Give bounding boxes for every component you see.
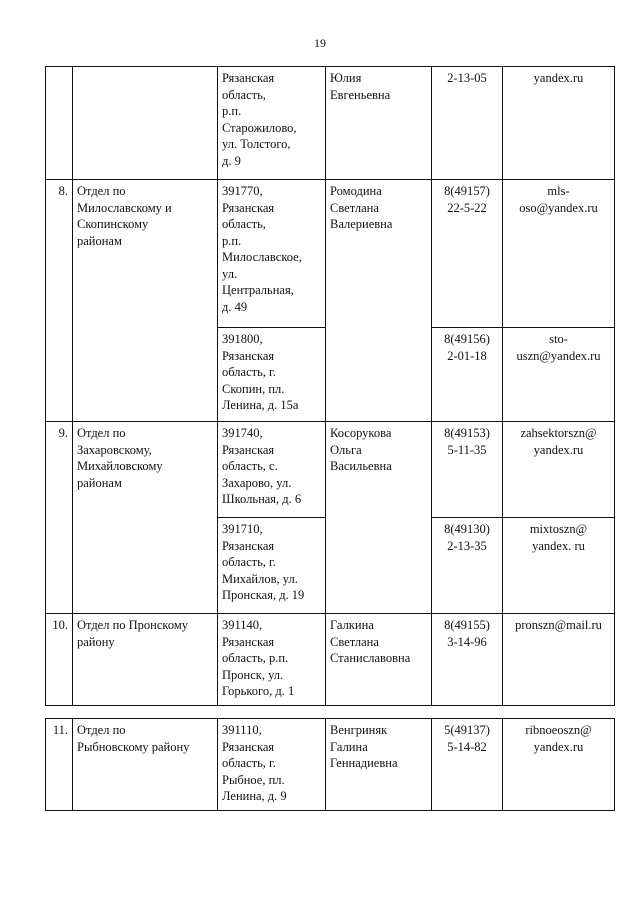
phone-cell	[432, 614, 503, 706]
address-line: Ленина, д. 9	[222, 789, 287, 803]
address-line: Скопин, пл.	[222, 381, 285, 396]
phone-line: 8(49157)	[444, 184, 490, 198]
gap-cell	[46, 706, 615, 719]
person-name-line: Галкина	[330, 618, 374, 632]
person-cell	[326, 67, 432, 180]
address-line: Милославское,	[222, 250, 302, 264]
address-line: область, г.	[222, 365, 276, 379]
email-link[interactable]: yandex.ru	[533, 442, 584, 457]
row-number-cell: 10.	[46, 614, 73, 706]
address-word: ул.	[222, 137, 238, 151]
page-number: 19	[314, 36, 326, 50]
address-line: д. 9	[222, 153, 241, 168]
person-name-line: Венгриняк	[330, 723, 388, 737]
email-cell	[503, 518, 615, 614]
department-line: Милославскому и	[77, 200, 172, 215]
address-line	[222, 136, 321, 153]
email-link[interactable]: sto-	[549, 332, 568, 346]
phone-line: 5-11-35	[447, 442, 487, 457]
address-line: область, г.	[222, 555, 276, 569]
address-word: Толстого,	[240, 137, 291, 151]
row-number-cell	[46, 67, 73, 180]
address-line: Захарово, ул.	[222, 475, 292, 490]
person-name-line: Евгеньевна	[330, 87, 391, 102]
person-cell	[326, 719, 432, 811]
person-name-line: Ольга	[330, 442, 362, 457]
address-line: область, с.	[222, 459, 278, 473]
department-cell	[73, 614, 218, 706]
department-line: районам	[77, 233, 122, 248]
email-cell	[503, 614, 615, 706]
email-link[interactable]: zahsektorszn@	[520, 426, 597, 440]
email-link[interactable]: pronszn@mail.ru	[515, 618, 602, 632]
phone-cell	[432, 422, 503, 518]
person-name-line: Валериевна	[330, 217, 393, 231]
address-cell	[218, 614, 326, 706]
row-number-cell: 9.	[46, 422, 73, 614]
address-cell	[218, 67, 326, 180]
department-line: Отдел по	[77, 723, 126, 737]
department-line: Скопинскому	[77, 217, 149, 231]
address-cell	[218, 719, 326, 811]
phone-line: 5-14-82	[447, 739, 487, 754]
phone-cell	[432, 180, 503, 328]
department-cell	[73, 180, 218, 422]
address-cell	[218, 422, 326, 518]
address-line: область,	[222, 87, 266, 102]
address-line: р.п.	[222, 104, 242, 118]
address-line: Рязанская	[222, 739, 275, 754]
person-name-line: Васильевна	[330, 459, 392, 473]
address-line: ул.	[222, 266, 238, 281]
address-line: 391710,	[222, 522, 263, 536]
phone-cell	[432, 328, 503, 422]
address-line: Рыбное, пл.	[222, 772, 285, 787]
email-link[interactable]: ribnoeoszn@	[525, 723, 592, 737]
email-cell	[503, 328, 615, 422]
row-number-cell: 8.	[46, 180, 73, 422]
table-row	[46, 422, 615, 518]
contacts-table	[45, 66, 615, 811]
address-line: Пронск, ул.	[222, 667, 284, 682]
phone-line: 8(49130)	[444, 522, 490, 536]
address-line: Горького, д. 1	[222, 684, 295, 698]
department-line: Михайловскому	[77, 459, 163, 473]
email-link[interactable]: oso@yandex.ru	[519, 200, 598, 215]
person-name-line: Светлана	[330, 200, 379, 215]
table-row	[46, 614, 615, 706]
phone-cell	[432, 518, 503, 614]
address-line: Рязанская	[222, 538, 275, 553]
row-number-cell: 11.	[46, 719, 73, 811]
address-line: Рязанская	[222, 442, 275, 457]
email-cell	[503, 67, 615, 180]
phone-line: 8(49155)	[444, 618, 490, 632]
address-cell	[218, 328, 326, 422]
person-name-line: Станиславовна	[330, 651, 411, 665]
phone-cell	[432, 719, 503, 811]
phone-line: 2-13-05	[447, 71, 487, 85]
address-line: 391140,	[222, 618, 263, 632]
address-line: Рязанская	[222, 634, 275, 649]
person-name-line: Светлана	[330, 634, 379, 649]
address-line: д. 49	[222, 299, 248, 314]
address-line: Пронская, д. 19	[222, 588, 305, 602]
department-line: Отдел по	[77, 184, 126, 198]
address-cell	[218, 180, 326, 328]
email-link[interactable]: mls-	[547, 184, 570, 198]
person-cell	[326, 422, 432, 614]
department-line: району	[77, 634, 115, 649]
email-cell	[503, 422, 615, 518]
phone-line: 8(49153)	[444, 426, 490, 440]
address-line: Школьная, д. 6	[222, 492, 302, 506]
phone-line: 2-13-35	[447, 538, 487, 553]
department-line: районам	[77, 475, 122, 490]
person-cell	[326, 180, 432, 422]
department-cell	[73, 422, 218, 614]
person-name-line: Геннадиевна	[330, 756, 398, 770]
person-cell	[326, 614, 432, 706]
person-name-line: Юлия	[330, 71, 362, 85]
department-line: Захаровскому,	[77, 442, 152, 457]
address-line: Рязанская	[222, 200, 275, 215]
address-line: Ленина, д. 15а	[222, 398, 299, 412]
address-line: область, г.	[222, 756, 276, 770]
email-link[interactable]: yandex.ru	[533, 71, 584, 85]
person-name-line: Ромодина	[330, 184, 382, 198]
phone-line: 3-14-96	[447, 634, 487, 649]
person-name-line: Косорукова	[330, 426, 392, 440]
department-line: Отдел по Пронскому	[77, 618, 189, 632]
email-link[interactable]: mixtoszn@	[529, 522, 588, 536]
address-line: область,	[222, 217, 266, 231]
table-row	[46, 719, 615, 811]
phone-line: 22-5-22	[447, 200, 487, 215]
phone-line: 5(49137)	[444, 723, 490, 737]
phone-line: 8(49156)	[444, 332, 490, 346]
address-line: Рязанская	[222, 348, 275, 363]
phone-cell	[432, 67, 503, 180]
phone-line: 2-01-18	[447, 348, 487, 363]
address-line: 391740,	[222, 426, 263, 440]
address-line: 391800,	[222, 332, 263, 346]
person-name-line: Галина	[330, 739, 368, 754]
department-cell	[73, 67, 218, 180]
address-line: 391110,	[222, 723, 262, 737]
address-cell	[218, 518, 326, 614]
address-line: Рязанская	[222, 71, 275, 85]
department-line: Рыбновскому району	[77, 739, 190, 754]
table-row	[46, 67, 615, 180]
email-link[interactable]: uszn@yandex.ru	[516, 348, 601, 363]
address-line: р.п.	[222, 233, 242, 248]
address-line: Центральная,	[222, 283, 294, 297]
email-cell	[503, 180, 615, 328]
department-cell	[73, 719, 218, 811]
row-gap	[46, 706, 615, 719]
email-link[interactable]: yandex.ru	[533, 739, 584, 754]
email-cell	[503, 719, 615, 811]
address-line: Старожилово,	[222, 120, 297, 135]
address-line: область, р.п.	[222, 651, 289, 665]
address-line: 391770,	[222, 184, 263, 198]
email-link[interactable]: yandex. ru	[532, 538, 585, 553]
address-line: Михайлов, ул.	[222, 571, 298, 586]
department-line: Отдел по	[77, 426, 126, 440]
table-row	[46, 180, 615, 328]
